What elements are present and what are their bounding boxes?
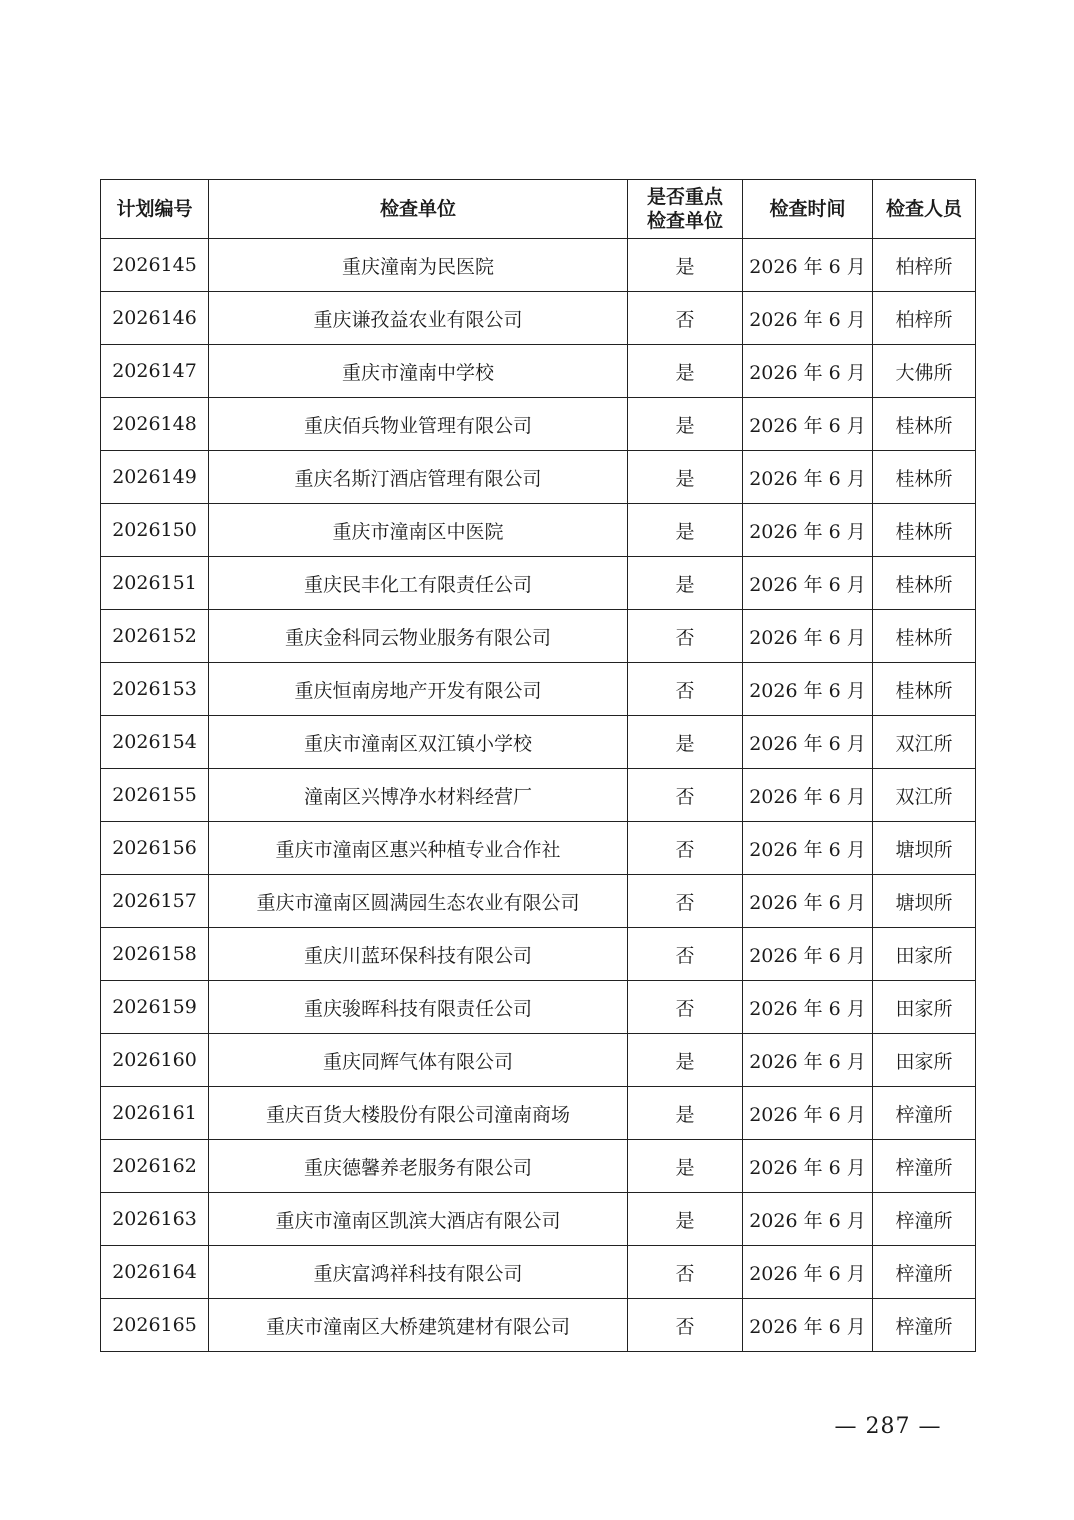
cell-is-key: 否 [628,1299,743,1352]
cell-unit: 重庆市潼南区大桥建筑建材有限公司 [209,1299,628,1352]
cell-plan-id: 2026159 [101,981,209,1034]
header-time: 检查时间 [743,180,873,239]
cell-time: 2026 年 6 月 [743,822,873,875]
cell-unit: 重庆同辉气体有限公司 [209,1034,628,1087]
cell-is-key: 是 [628,1034,743,1087]
cell-unit: 重庆市潼南区中医院 [209,504,628,557]
cell-is-key: 否 [628,928,743,981]
cell-unit: 重庆百货大楼股份有限公司潼南商场 [209,1087,628,1140]
cell-plan-id: 2026164 [101,1246,209,1299]
table-row [101,822,976,875]
cell-is-key: 否 [628,292,743,345]
cell-unit: 重庆恒南房地产开发有限公司 [209,663,628,716]
table-row [101,981,976,1034]
table-row [101,928,976,981]
cell-staff: 田家所 [873,981,976,1034]
cell-unit: 重庆民丰化工有限责任公司 [209,557,628,610]
cell-plan-id: 2026157 [101,875,209,928]
cell-plan-id: 2026160 [101,1034,209,1087]
cell-staff: 梓潼所 [873,1140,976,1193]
header-staff: 检查人员 [873,180,976,239]
cell-time: 2026 年 6 月 [743,1193,873,1246]
table-row [101,292,976,345]
cell-time: 2026 年 6 月 [743,928,873,981]
cell-is-key: 否 [628,981,743,1034]
cell-staff: 桂林所 [873,610,976,663]
cell-staff: 大佛所 [873,345,976,398]
cell-time: 2026 年 6 月 [743,1087,873,1140]
table-row [101,398,976,451]
cell-staff: 桂林所 [873,557,976,610]
cell-staff: 桂林所 [873,663,976,716]
cell-unit: 重庆潼南为民医院 [209,239,628,292]
cell-plan-id: 2026145 [101,239,209,292]
cell-staff: 田家所 [873,1034,976,1087]
cell-is-key: 是 [628,1140,743,1193]
cell-is-key: 是 [628,451,743,504]
cell-is-key: 是 [628,239,743,292]
cell-plan-id: 2026163 [101,1193,209,1246]
table-row [101,239,976,292]
cell-plan-id: 2026149 [101,451,209,504]
cell-is-key: 是 [628,1087,743,1140]
cell-staff: 梓潼所 [873,1246,976,1299]
cell-unit: 重庆川蓝环保科技有限公司 [209,928,628,981]
inspection-plan-table [100,179,976,1352]
header-unit: 检查单位 [209,180,628,239]
table-row [101,345,976,398]
cell-plan-id: 2026155 [101,769,209,822]
table-row [101,875,976,928]
cell-staff: 桂林所 [873,451,976,504]
cell-staff: 双江所 [873,716,976,769]
cell-plan-id: 2026146 [101,292,209,345]
header-is-key [628,180,743,239]
table-row [101,610,976,663]
cell-unit: 重庆骏晖科技有限责任公司 [209,981,628,1034]
cell-plan-id: 2026153 [101,663,209,716]
cell-plan-id: 2026152 [101,610,209,663]
cell-time: 2026 年 6 月 [743,557,873,610]
cell-staff: 塘坝所 [873,875,976,928]
cell-unit: 重庆德馨养老服务有限公司 [209,1140,628,1193]
cell-unit: 重庆市潼南区双江镇小学校 [209,716,628,769]
cell-time: 2026 年 6 月 [743,875,873,928]
cell-plan-id: 2026148 [101,398,209,451]
cell-is-key: 是 [628,398,743,451]
table-row [101,451,976,504]
table-row [101,1034,976,1087]
cell-time: 2026 年 6 月 [743,345,873,398]
cell-staff: 梓潼所 [873,1087,976,1140]
cell-time: 2026 年 6 月 [743,1246,873,1299]
cell-unit: 重庆市潼南区凯滨大酒店有限公司 [209,1193,628,1246]
header-is-key-line2: 检查单位 [646,210,723,232]
cell-plan-id: 2026161 [101,1087,209,1140]
header-is-key-line1: 是否重点 [646,186,723,208]
cell-time: 2026 年 6 月 [743,1140,873,1193]
table-row [101,557,976,610]
cell-plan-id: 2026162 [101,1140,209,1193]
table-row [101,1193,976,1246]
cell-staff: 塘坝所 [873,822,976,875]
cell-is-key: 否 [628,1246,743,1299]
cell-is-key: 否 [628,822,743,875]
cell-plan-id: 2026154 [101,716,209,769]
table-row [101,1140,976,1193]
cell-staff: 柏梓所 [873,239,976,292]
cell-staff: 柏梓所 [873,292,976,345]
cell-unit: 重庆名斯汀酒店管理有限公司 [209,451,628,504]
cell-unit: 重庆市潼南区圆满园生态农业有限公司 [209,875,628,928]
header-plan-id: 计划编号 [101,180,209,239]
cell-staff: 田家所 [873,928,976,981]
table-row [101,663,976,716]
cell-time: 2026 年 6 月 [743,716,873,769]
table-row [101,1246,976,1299]
table-row [101,504,976,557]
cell-unit: 重庆市潼南区惠兴种植专业合作社 [209,822,628,875]
cell-plan-id: 2026151 [101,557,209,610]
cell-time: 2026 年 6 月 [743,398,873,451]
cell-time: 2026 年 6 月 [743,981,873,1034]
cell-time: 2026 年 6 月 [743,769,873,822]
cell-staff: 梓潼所 [873,1193,976,1246]
cell-is-key: 是 [628,504,743,557]
cell-time: 2026 年 6 月 [743,451,873,504]
cell-is-key: 是 [628,557,743,610]
cell-is-key: 否 [628,663,743,716]
table-header-row [101,180,976,239]
cell-plan-id: 2026165 [101,1299,209,1352]
cell-time: 2026 年 6 月 [743,504,873,557]
cell-time: 2026 年 6 月 [743,663,873,716]
cell-plan-id: 2026150 [101,504,209,557]
cell-time: 2026 年 6 月 [743,239,873,292]
cell-staff: 桂林所 [873,504,976,557]
table-body [101,239,976,1352]
cell-is-key: 否 [628,875,743,928]
cell-unit: 重庆金科同云物业服务有限公司 [209,610,628,663]
cell-plan-id: 2026156 [101,822,209,875]
cell-time: 2026 年 6 月 [743,1299,873,1352]
cell-unit: 重庆谦孜益农业有限公司 [209,292,628,345]
cell-staff: 桂林所 [873,398,976,451]
cell-is-key: 否 [628,769,743,822]
cell-unit: 重庆佰兵物业管理有限公司 [209,398,628,451]
cell-unit: 重庆富鸿祥科技有限公司 [209,1246,628,1299]
cell-time: 2026 年 6 月 [743,610,873,663]
page-number: — 287 — [834,1414,942,1439]
cell-time: 2026 年 6 月 [743,292,873,345]
cell-is-key: 否 [628,610,743,663]
table-row [101,716,976,769]
cell-is-key: 是 [628,345,743,398]
table-row [101,1087,976,1140]
table-row [101,1299,976,1352]
cell-time: 2026 年 6 月 [743,1034,873,1087]
cell-plan-id: 2026147 [101,345,209,398]
cell-is-key: 是 [628,716,743,769]
cell-staff: 梓潼所 [873,1299,976,1352]
cell-staff: 双江所 [873,769,976,822]
cell-plan-id: 2026158 [101,928,209,981]
cell-unit: 潼南区兴博净水材料经营厂 [209,769,628,822]
cell-is-key: 是 [628,1193,743,1246]
cell-unit: 重庆市潼南中学校 [209,345,628,398]
table-row [101,769,976,822]
